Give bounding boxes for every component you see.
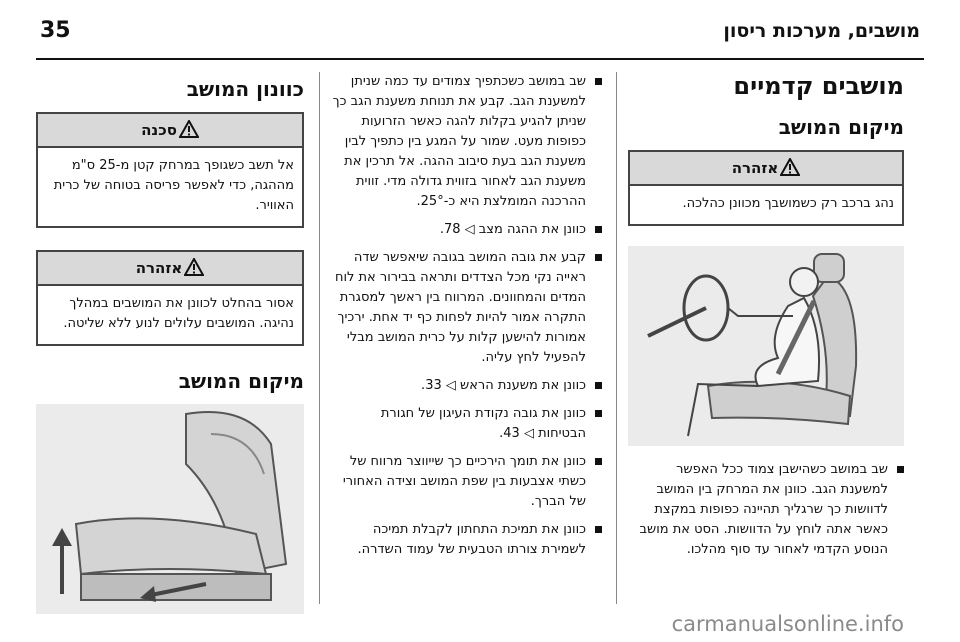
danger-box-header bbox=[38, 114, 302, 148]
warning-box-header bbox=[38, 252, 302, 286]
bullet-marker bbox=[595, 226, 602, 233]
list-item: כוונן את משענת הראש ◁ 33. bbox=[332, 376, 602, 396]
list-item: כוונן את תמיכת התחתון לקבלת תמיכה לשמירת צורתו הטבעית של עמוד השדרה. bbox=[332, 520, 602, 560]
column-divider-right bbox=[616, 72, 617, 604]
bullet-marker bbox=[595, 526, 602, 533]
driver-seat-illustration-drawing bbox=[628, 246, 904, 446]
middle-column bbox=[332, 72, 602, 568]
subheading-seat-position: מיקום המושב bbox=[778, 115, 904, 139]
bullet-marker bbox=[595, 254, 602, 261]
page-number: 35 bbox=[40, 18, 71, 43]
list-item: שב במושב כשהישבן צמוד ככל האפשר למשענת הגב. כוונן את המרחק בין המושב לדוושות כך שרגליך תהיינה כפופות במקצת כאשר אתה לוחץ על הדוושות. הסט את מושב הנוסע הקדמי לאחור עד סוף מהלכו. bbox=[628, 460, 904, 560]
warning-triangle-icon bbox=[780, 158, 800, 176]
danger-text: אל תשב כשגופך במרחק קטן מ-25 ס"מ מההגה, כדי לאפשר פריסה בטוחה של כרית האוויר. bbox=[53, 158, 294, 213]
bullet-marker bbox=[595, 410, 602, 417]
left-column bbox=[36, 72, 304, 614]
list-item: כוונן את תומך הירכיים כך שייווצר מרווח של כשתי אצבעות בין שפת המושב וצידה האחורי של הברך. bbox=[332, 452, 602, 512]
list-item: כוונן את ההגה מצב ◁ 78. bbox=[332, 220, 602, 240]
warning-label: אזהרה bbox=[731, 159, 779, 177]
right-column-bullets bbox=[628, 460, 904, 560]
list-item: שב במושב כשכתפיך צמודים עד כמה שניתן למשענת הגב. קבע את תנוחת משענת הגב כך שניתן להגיע בקלות להגה כאשר הזרועות כפופות מעט. שמור על המגע בין כתפיך לבין משענת הגב בעת סיבוב ההגה. אל תרכין את משענת הגב לאחור בזווית גדולה מדי. זווית ההרכנה המומלצת היא כ-25°. bbox=[332, 72, 602, 212]
bullet-marker bbox=[595, 458, 602, 465]
warning-triangle-icon bbox=[179, 120, 199, 138]
page-header bbox=[36, 14, 924, 50]
danger-label: סכנה bbox=[141, 121, 177, 139]
bullet-marker bbox=[595, 78, 602, 85]
middle-column-bullets bbox=[332, 72, 602, 560]
list-item: כוונן את גובה נקודת העיגון של חגורת הבטיחות ◁ 43. bbox=[332, 404, 602, 444]
driver-seat-illustration bbox=[628, 246, 904, 446]
section-heading-front-seats: מושבים קדמיים bbox=[733, 72, 904, 100]
warning-label: אזהרה bbox=[135, 259, 183, 277]
bullet-marker bbox=[595, 382, 602, 389]
warning-box bbox=[628, 150, 904, 226]
warning-text: אסור בהחלט לכוונן את המושבים במהלך נהיגה. המושבים עלולים לנוע ללא שליטה. bbox=[63, 296, 294, 331]
header-rule bbox=[36, 58, 924, 60]
right-column bbox=[628, 70, 904, 568]
warning-box bbox=[36, 250, 304, 346]
seat-adjustment-illustration-drawing bbox=[36, 404, 304, 614]
section-heading-seat-adjustment: כוונון המושב bbox=[186, 77, 304, 101]
seat-adjustment-illustration bbox=[36, 404, 304, 614]
warning-box-header bbox=[630, 152, 902, 186]
page-title: מושבים, מערכות ריסון bbox=[723, 20, 920, 42]
list-item: קבע את גובה המושב בגובה שיאפשר שדה ראייה נקי מכל הצדדים ותראה בבירור את לוח המדים והמחוונים. המרווח בין ראשך למסגרת התקרה אמור להיות לפחות כף יד אחת. ירכיך אמורות להישען קלות על כרית המושב מבלי להפעיל לחץ עליה. bbox=[332, 248, 602, 368]
subheading-seat-position: מיקום המושב bbox=[178, 369, 304, 393]
bullet-marker bbox=[897, 466, 904, 473]
warning-text: נהג ברכב רק כשמושבך מכוונן כהלכה. bbox=[682, 196, 894, 211]
watermark: carmanualsonline.info bbox=[671, 612, 904, 636]
danger-box bbox=[36, 112, 304, 228]
warning-triangle-icon bbox=[184, 258, 204, 276]
column-divider-left bbox=[319, 72, 320, 604]
